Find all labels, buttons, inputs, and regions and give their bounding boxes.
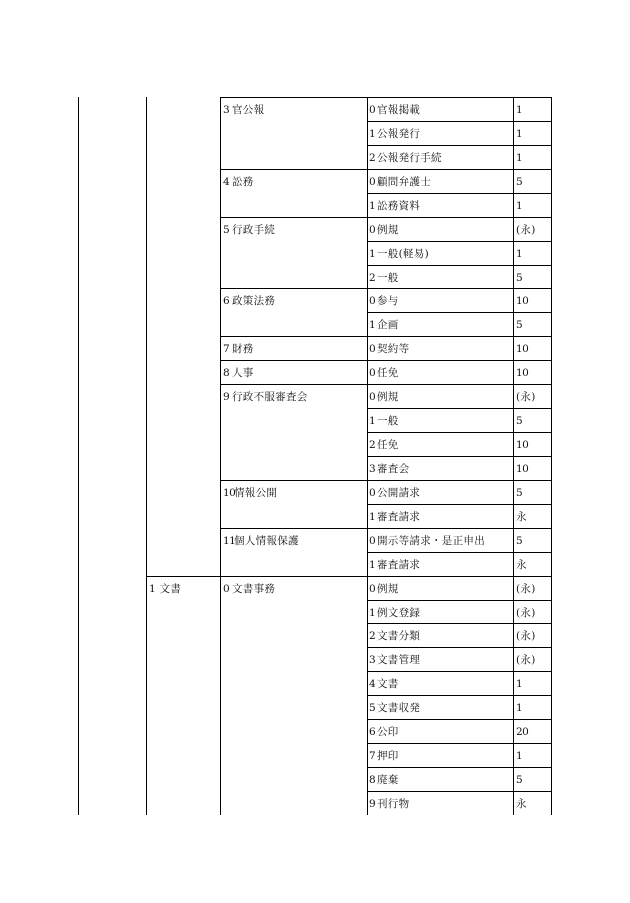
sub-item-code: 1 <box>369 415 376 428</box>
item-code: 3 <box>223 104 230 116</box>
sub-item-code: 5 <box>369 702 376 715</box>
sub-item-name: 官報掲載 <box>377 104 421 116</box>
sub-item-separator-rule <box>367 719 552 720</box>
retention-period: 5 <box>516 415 523 428</box>
sub-item-name: 廃棄 <box>377 774 399 787</box>
sub-item-code: 2 <box>369 630 376 643</box>
sub-item-name: 刊行物 <box>377 797 410 810</box>
item-separator-rule <box>220 480 552 481</box>
sub-item-name: 一般(軽易) <box>377 247 429 260</box>
item-separator-rule <box>220 336 552 337</box>
sub-item-name: 顧問弁護士 <box>377 175 431 188</box>
sub-item-name: 例規 <box>377 582 399 595</box>
retention-period: 5 <box>516 319 523 332</box>
retention-period: 1 <box>516 104 523 116</box>
sub-item-code: 2 <box>369 439 376 452</box>
retention-period: 1 <box>516 247 523 260</box>
retention-period: 1 <box>516 678 523 691</box>
retention-period: 1 <box>516 750 523 763</box>
retention-period: 永 <box>516 510 527 523</box>
sub-item-code: 0 <box>369 343 376 356</box>
retention-period: 1 <box>516 127 523 140</box>
sub-item-name: 文書分類 <box>377 630 421 643</box>
item-separator-rule <box>220 384 552 385</box>
category-top-rule <box>146 576 552 577</box>
sub-item-name: 公報発行手続 <box>377 151 442 164</box>
sub-item-separator-rule <box>367 552 552 553</box>
retention-period: (永) <box>516 654 536 667</box>
sub-item-separator-rule <box>367 193 552 194</box>
sub-item-code: 1 <box>369 199 376 212</box>
item-name: 財務 <box>232 343 254 356</box>
item-column-rule <box>220 97 221 815</box>
retention-period: 1 <box>516 199 523 212</box>
sub-item-code: 7 <box>369 750 376 763</box>
retention-period: 永 <box>516 558 527 571</box>
item-code: 11 <box>223 534 236 547</box>
sub-item-code: 1 <box>369 247 376 260</box>
item-code: 4 <box>223 175 230 188</box>
sub-item-code: 1 <box>369 510 376 523</box>
retention-period: 10 <box>516 295 529 308</box>
retention-period: (永) <box>516 391 536 404</box>
item-separator-rule <box>220 288 552 289</box>
sub-item-name: 公報発行 <box>377 127 421 140</box>
sub-item-name: 例文登録 <box>377 606 421 619</box>
sub-item-code: 0 <box>369 223 376 236</box>
sub-item-separator-rule <box>367 265 552 266</box>
item-name: 行政不服審査会 <box>232 391 308 404</box>
item-name: 個人情報保護 <box>234 534 299 547</box>
sub-item-code: 1 <box>369 606 376 619</box>
sub-item-name: 審査請求 <box>377 558 421 571</box>
item-name: 行政手続 <box>232 223 276 236</box>
sub-item-name: 文書収発 <box>377 702 421 715</box>
sub-item-separator-rule <box>367 241 552 242</box>
sub-item-name: 押印 <box>377 750 399 763</box>
retention-period: 5 <box>516 534 523 547</box>
sub-item-code: 1 <box>369 127 376 140</box>
sub-item-separator-rule <box>367 312 552 313</box>
sub-item-code: 3 <box>369 654 376 667</box>
sub-item-separator-rule <box>367 504 552 505</box>
sub-item-separator-rule <box>367 145 552 146</box>
item-code: 10 <box>223 486 236 499</box>
retention-period: (永) <box>516 606 536 619</box>
sub-item-name: 例規 <box>377 391 399 404</box>
sub-item-name: 参与 <box>377 295 399 308</box>
retention-period: 1 <box>516 151 523 164</box>
item-separator-rule <box>220 528 552 529</box>
item-code: 0 <box>223 582 230 595</box>
table-border-left <box>78 97 79 815</box>
sub-item-name: 任免 <box>377 367 399 380</box>
sub-item-separator-rule <box>367 121 552 122</box>
sub-item-separator-rule <box>367 767 552 768</box>
item-name: 人事 <box>232 367 254 380</box>
sub-item-separator-rule <box>367 456 552 457</box>
sub-item-code: 2 <box>369 151 376 164</box>
item-name: 情報公開 <box>234 486 278 499</box>
retention-period: 永 <box>516 797 527 810</box>
sub-item-code: 8 <box>369 774 376 787</box>
retention-period: 5 <box>516 175 523 188</box>
sub-item-name: 公印 <box>377 726 399 739</box>
sub-item-separator-rule <box>367 647 552 648</box>
sub-item-name: 例規 <box>377 223 399 236</box>
item-code: 9 <box>223 391 230 404</box>
retention-period: 5 <box>516 271 523 284</box>
category-label: 1 文書 <box>149 582 182 595</box>
sub-item-code: 0 <box>369 104 376 116</box>
sub-item-name: 審査会 <box>377 462 410 475</box>
sub-item-name: 公開請求 <box>377 486 421 499</box>
sub-item-code: 2 <box>369 271 376 284</box>
sub-item-code: 4 <box>369 678 376 691</box>
sub-item-name: 審査請求 <box>377 510 421 523</box>
retention-period: 1 <box>516 702 523 715</box>
sub-item-separator-rule <box>367 671 552 672</box>
sub-item-separator-rule <box>367 623 552 624</box>
sub-item-separator-rule <box>367 600 552 601</box>
sub-item-name: 文書 <box>377 678 399 691</box>
sub-item-code: 0 <box>369 295 376 308</box>
item-separator-rule <box>220 217 552 218</box>
sub-item-code: 6 <box>369 726 376 739</box>
retention-period: (永) <box>516 582 536 595</box>
retention-period: (永) <box>516 223 536 236</box>
retention-period: (永) <box>516 630 536 643</box>
sub-item-code: 3 <box>369 462 376 475</box>
retention-period: 10 <box>516 367 529 380</box>
item-name: 政策法務 <box>232 295 276 308</box>
retention-period: 10 <box>516 462 529 475</box>
sub-item-code: 0 <box>369 367 376 380</box>
item-name: 訟務 <box>232 175 254 188</box>
sub-item-separator-rule <box>367 695 552 696</box>
table-top-rule <box>220 97 552 98</box>
sub-item-separator-rule <box>367 432 552 433</box>
sub-item-code: 0 <box>369 486 376 499</box>
item-code: 8 <box>223 367 230 380</box>
sub-item-name: 企画 <box>377 319 399 332</box>
retention-period: 5 <box>516 486 523 499</box>
sub-item-separator-rule <box>367 791 552 792</box>
sub-item-name: 開示等請求・是正申出 <box>377 534 485 547</box>
sub-item-code: 0 <box>369 175 376 188</box>
sub-item-separator-rule <box>367 408 552 409</box>
retention-period: 10 <box>516 439 529 452</box>
item-name: 文書事務 <box>232 582 276 595</box>
sub-item-name: 文書管理 <box>377 654 421 667</box>
item-code: 7 <box>223 343 230 356</box>
category-column-rule <box>146 97 147 815</box>
sub-item-code: 9 <box>369 797 376 810</box>
item-code: 5 <box>223 223 230 236</box>
sub-item-separator-rule <box>367 743 552 744</box>
item-separator-rule <box>220 360 552 361</box>
sub-item-name: 一般 <box>377 271 399 284</box>
sub-item-name: 契約等 <box>377 343 410 356</box>
sub-item-code: 1 <box>369 558 376 571</box>
sub-item-code: 0 <box>369 534 376 547</box>
sub-item-name: 一般 <box>377 415 399 428</box>
sub-item-name: 訟務資料 <box>377 199 421 212</box>
sub-item-code: 1 <box>369 319 376 332</box>
sub-item-code: 0 <box>369 582 376 595</box>
retention-period: 10 <box>516 343 529 356</box>
sub-item-code: 0 <box>369 391 376 404</box>
retention-period: 5 <box>516 774 523 787</box>
sub-item-name: 任免 <box>377 439 399 452</box>
item-name: 官公報 <box>232 104 265 116</box>
item-code: 6 <box>223 295 230 308</box>
retention-period: 20 <box>516 726 529 739</box>
item-separator-rule <box>220 169 552 170</box>
